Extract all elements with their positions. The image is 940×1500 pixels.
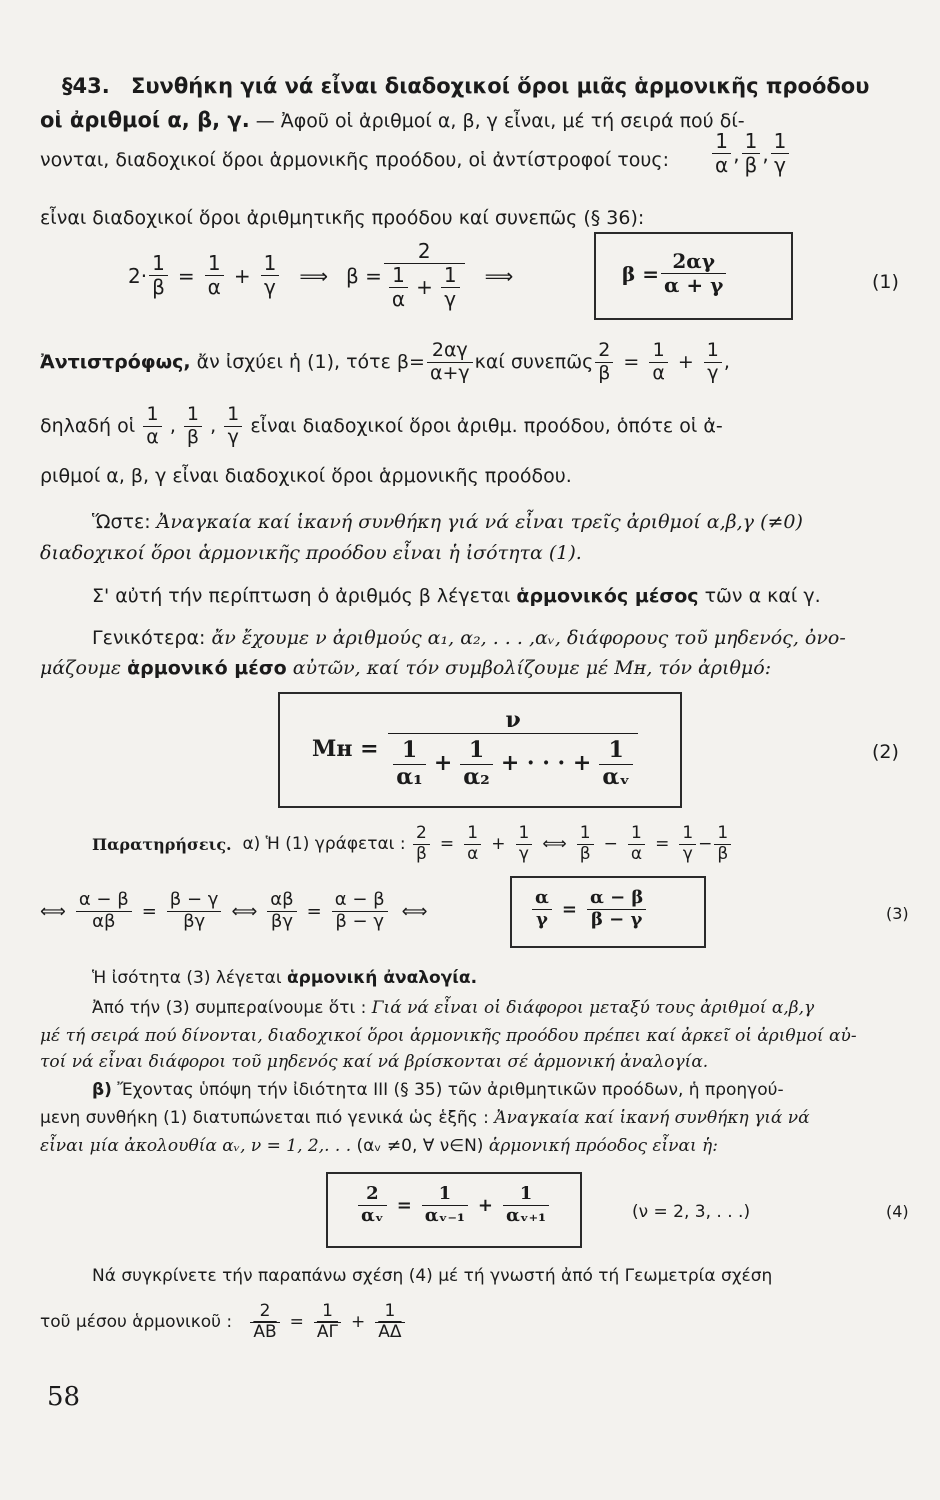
page-number: 58 — [47, 1382, 81, 1412]
equation-3-boxed: $\frac{\alpha}{\gamma}$ = $\frac{\alpha - \beta}{\beta - \gamma}$ — [530, 888, 648, 930]
beta-line2: μενη συνθήκη (1) διατυπώνεται πιό γενικά ὡς ἑξῆς : Ἀναγκαία καί ἱκανή συνθήκη γιά νά — [40, 1108, 810, 1128]
analogy-line2: μέ τή σειρά πού δίνονται, διαδοχικοί ὅροι ἁρμονικῆς προόδου πρέπει καί ἀρκεῖ οἱ ἀριθμοί αὐ- — [40, 1026, 857, 1046]
equation-3-derivation: ⟺ $\frac{\alpha - \beta}{\alpha\beta}$ = $\frac{\beta - \gamma}{\beta\gamma}$ ⟺ $\frac{\alpha\beta}{\beta\gamma}$ = $\frac{\alpha - \beta}{\beta - \gamma}$ ⟺ — [40, 889, 428, 932]
equation-2: Mʜ = ν $\frac{1}{\text{α₁}}$ + $\frac{1}{\text{α₂}}$ + · · · + $\frac{1}{\text{αᵥ}}$ — [312, 708, 640, 790]
reciprocals: $\frac{1}{\alpha}$ , $\frac{1}{\beta}$ , $\frac{1}{\gamma}$ — [710, 130, 791, 177]
equation-1-boxed: β = $\frac{2\alpha\gamma}{\alpha + \gamma}$ — [622, 250, 728, 297]
compare-line1: Νά συγκρίνετε τήν παραπάνω σχέση (4) μέ τή γνωστή ἀπό τή Γεωμετρία σχέση — [92, 1266, 773, 1286]
section-title-cont: οἱ ἀριθμοί α, β, γ. — [40, 108, 250, 132]
analogy-def: Ἡ ἰσότητα (3) λέγεται ἁρμονική ἀναλογία. — [92, 968, 478, 988]
para1-line1: νονται, διαδοχικοί ὅροι ἁρμονικῆς προόδου, οἱ ἀντίστροφοί τους: — [40, 149, 669, 171]
remark-a: Παρατηρήσεις. α) Ἡ (1) γράφεται : $\frac{2}{\beta}$ = $\frac{1}{\alpha}$ + $\frac{1}{\gamma}$ ⟺ $\frac{1}{\beta}$ − $\frac{1}{\alpha}$ = $\frac{1}{\gamma}$ − $\frac{1}{\beta}$ — [92, 824, 733, 864]
equation-4: $\frac{2}{\text{αᵥ}}$ = $\frac{1}{\text{αᵥ₋₁}}$ + $\frac{1}{\text{αᵥ₊₁}}$ — [356, 1184, 551, 1226]
section-number: §43. — [62, 74, 110, 98]
equation-3-label: (3) — [886, 904, 909, 923]
equation-4-range: (ν = 2, 3, . . .) — [632, 1202, 751, 1222]
beta-line1: β) Ἔχοντας ὑπόψη τήν ἰδιότητα III (§ 35) τῶν ἀριθμητικῶν προόδων, ἡ προηγού- — [92, 1080, 784, 1100]
analogy-line3: τοί νά εἶναι διάφοροι τοῦ μηδενός καί νά βρίσκονται σέ ἁρμονική ἀναλογία. — [40, 1052, 709, 1072]
converse-line3: ριθμοί α, β, γ εἶναι διαδοχικοί ὅροι ἁρμονικῆς προόδου. — [40, 465, 572, 487]
equation-4-label: (4) — [886, 1202, 909, 1221]
compare-line2: τοῦ μέσου ἁρμονικοῦ : $\frac{2}{AB}$ = $\frac{1}{A\Gamma}$ + $\frac{1}{A\Delta}$ — [40, 1302, 407, 1342]
section-title: Συνθήκη γιά νά εἶναι διαδοχικοί ὅροι μιᾶς ἁρμονικῆς προόδου — [131, 74, 870, 98]
equation-1-label: (1) — [872, 271, 899, 293]
general-line2: μάζουμε ἁρμονικό μέσο αὐτῶν, καί τόν συμβολίζουμε μέ Mʜ, τόν ἀριθμό: — [40, 657, 772, 679]
analogy-line1: Ἀπό τήν (3) συμπεραίνουμε ὅτι : Γιά νά εἶναι οἱ διάφοροι μεταξύ τους ἀριθμοί α,β,γ — [92, 998, 815, 1018]
converse-line1: Ἀντιστρόφως, ἄν ἰσχύει ἡ (1), τότε β= $\frac{2\alpha\gamma}{\alpha+\gamma}$ καί συνεπῶς $\frac{2}{\beta}$ = $\frac{1}{\alpha}$ + $\frac{1}{\gamma}$ , — [40, 339, 730, 384]
conclusion-line2: διαδοχικοί ὅροι ἁρμονικῆς προόδου εἶναι ἡ ἰσότητα (1). — [40, 542, 582, 564]
harmonic-mean-def: Σ' αὐτή τήν περίπτωση ὁ ἀριθμός β λέγεται ἁρμονικός μέσος τῶν α καί γ. — [92, 585, 821, 607]
beta-line3: εἶναι μία ἀκολουθία αᵥ, ν = 1, 2,. . . (αᵥ ≠0, ∀ ν∈N) ἁρμονική πρόοδος εἶναι ἡ: — [40, 1136, 718, 1156]
general-line1: Γενικότερα: ἄν ἔχουμε ν ἀριθμούς α₁, α₂, . . . ,αᵥ, διάφορους τοῦ μηδενός, ὀνο- — [92, 627, 846, 649]
intro-text: — Ἀφοῦ οἱ ἀριθμοί α, β, γ εἶναι, μέ τή σειρά πού δί- — [255, 110, 745, 132]
equation-1-derivation: 2· $\frac{1}{\beta}$ = $\frac{1}{\alpha}$ + $\frac{1}{\gamma}$ ⟹ β = 2 $\frac{1}{\alpha}$ + $\frac{1}{\gamma}$ ⟹ — [128, 239, 514, 311]
conclusion-line1: Ὥστε: Ἀναγκαία καί ἱκανή συνθήκη γιά νά εἶναι τρεῖς ἀριθμοί α,β,γ (≠0) — [92, 511, 803, 533]
para1-line2: εἶναι διαδοχικοί ὅροι ἀριθμητικῆς προόδου καί συνεπῶς (§ 36): — [40, 207, 645, 229]
equation-2-label: (2) — [872, 741, 899, 763]
converse-line2: δηλαδή οἱ $\frac{1}{\alpha}$ , $\frac{1}{\beta}$ , $\frac{1}{\gamma}$ εἶναι διαδοχικοί ὅροι ἀριθμ. προόδου, ὁπότε οἱ ἀ- — [40, 403, 723, 448]
